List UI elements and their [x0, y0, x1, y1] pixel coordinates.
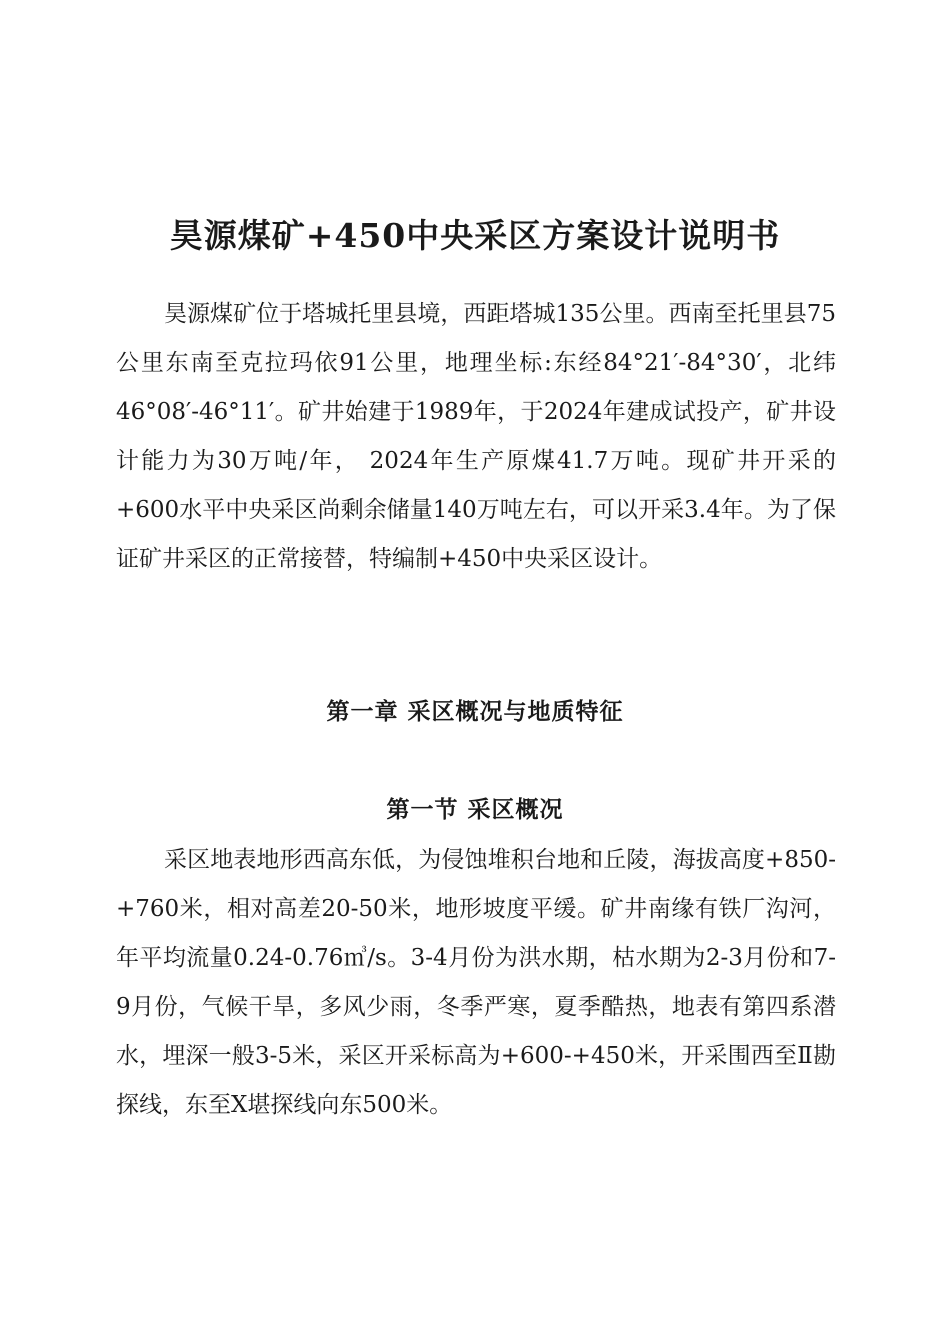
- chapter-heading: 第一章 采区概况与地质特征: [326, 698, 624, 725]
- intro-paragraph: 昊源煤矿位于塔城托里县境，西距塔城135公里。西南至托里县75公里东南至克拉玛依91公里，地理坐标:东经84°21′-84°30′，北纬46°08′-46°11′。矿井始建于1989年，于2024年建成试投产，矿井设计能力为30万吨/年， 2024年生产原煤41.7万吨。现矿井开采的+600水平中央采区尚剩余储量140万吨左右，可以开采3.4年。为了保证矿井采区的正常接替，特编制+450中央采区设计。: [116, 301, 836, 572]
- section-paragraph: 采区地表地形西高东低，为侵蚀堆积台地和丘陵，海拔高度+850-+760米，相对高差20-50米，地形坡度平缓。矿井南缘有铁厂沟河，年平均流量0.24-0.76㎥/s。3-4月份为洪水期，枯水期为2-3月份和7-9月份，气候干旱，多风少雨，冬季严寒，夏季酷热，地表有第四系潜水，埋深一般3-5米，采区开采标高为+600-+450米，开采围西至Ⅱ勘探线，东至Ⅹ堪探线向东500米。: [116, 847, 836, 1118]
- document-title: 昊源煤矿+450中央采区方案设计说明书: [169, 216, 781, 255]
- section-heading: 第一节 采区概况: [386, 796, 564, 823]
